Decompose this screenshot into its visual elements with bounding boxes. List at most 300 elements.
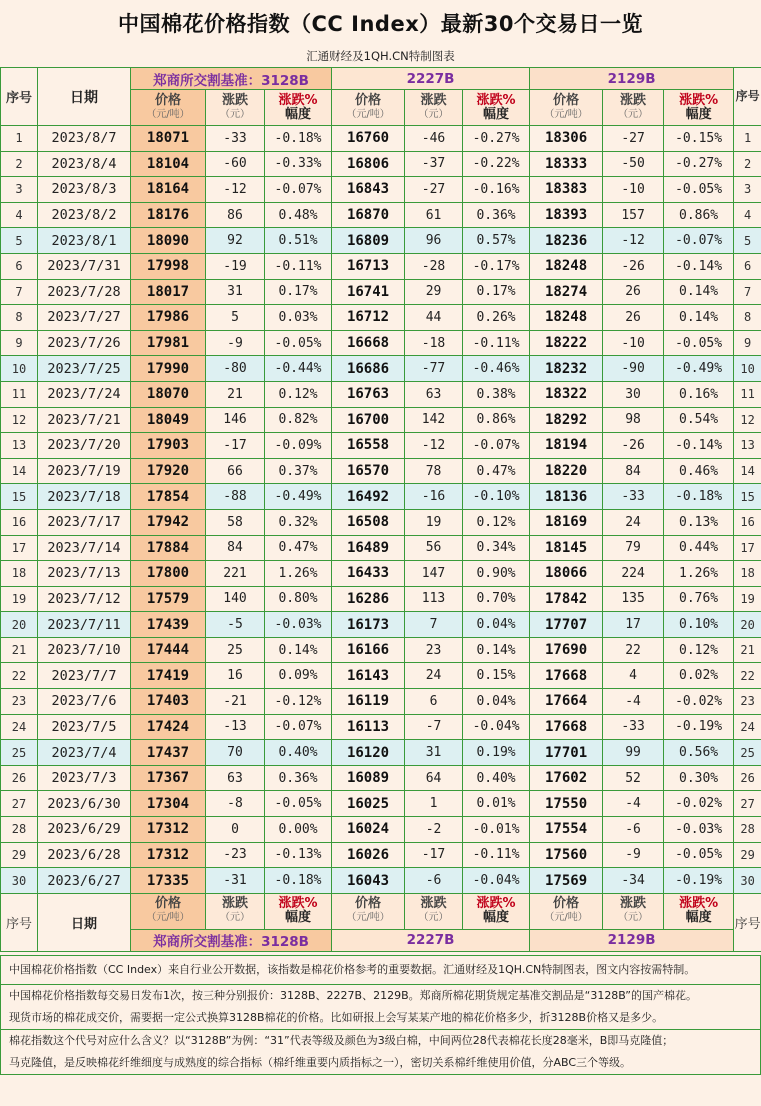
row-seq: 16 [1,509,38,535]
footer-change-label: 涨跌 [420,896,447,912]
row-seq-right: 14 [734,458,761,484]
change-3128b: 146 [206,407,265,433]
pct-2129b: -0.05% [664,842,734,868]
table-row [1,151,761,177]
change-3128b: 221 [206,561,265,587]
change-2227b: 31 [405,740,463,766]
change-2227b: -17 [405,842,463,868]
change-2227b: 19 [405,509,463,535]
price-2227b: 16809 [332,228,405,254]
price-2129b: 17668 [530,663,603,689]
change-2227b: -12 [405,433,463,459]
table-row [1,433,761,459]
row-date: 2023/7/13 [38,561,131,587]
note-block [0,985,761,1030]
change-2129b: 98 [603,407,664,433]
price-3128b: 17942 [131,509,206,535]
pct-2129b: 0.76% [664,586,734,612]
change-2227b: 63 [405,381,463,407]
row-date: 2023/7/19 [38,458,131,484]
footer-price-2 [332,893,405,929]
price-2129b: 18169 [530,509,603,535]
change-2227b: -27 [405,177,463,203]
pct-2227b: -0.04% [463,868,530,894]
footer-price-label: 价格 [154,896,181,912]
row-seq: 27 [1,791,38,817]
price-3128b: 17800 [131,561,206,587]
pct-3128b: -0.05% [265,330,332,356]
table-row [1,279,761,305]
header-pct-2 [463,90,530,126]
price-3128b: 18049 [131,407,206,433]
change-2129b: -90 [603,356,664,382]
change-2129b: 84 [603,458,664,484]
header-row-groups [1,68,761,90]
note-line: 中国棉花价格指数（CC Index）来自行业公开数据，该指数是棉花价格参考的重要数据。汇通财经及1QH.CN特制图表，图文内容按需特制。 [9,963,696,976]
change-2129b: -9 [603,842,664,868]
price-3128b: 17444 [131,637,206,663]
table-row [1,842,761,868]
price-2129b: 18292 [530,407,603,433]
change-3128b: -12 [206,177,265,203]
row-seq: 9 [1,330,38,356]
row-seq: 12 [1,407,38,433]
pct-3128b: 0.09% [265,663,332,689]
note-block [0,1030,761,1075]
header-pct-label: 涨跌% [476,92,516,108]
row-seq: 13 [1,433,38,459]
footer-change-unit: （元） [618,912,649,924]
header-date: 日期 [38,68,131,126]
header-change-unit: （元） [220,108,250,120]
header-pct-label: 涨跌% [679,92,719,108]
row-seq-right: 1 [734,126,761,152]
pct-3128b: 0.36% [265,765,332,791]
price-3128b: 18104 [131,151,206,177]
change-2227b: 6 [405,689,463,715]
row-seq-right: 8 [734,305,761,331]
price-2227b: 16120 [332,740,405,766]
row-seq: 19 [1,586,38,612]
row-seq-right: 15 [734,484,761,510]
price-2227b: 16713 [332,253,405,279]
pct-2227b: -0.11% [463,330,530,356]
price-3128b: 17998 [131,253,206,279]
header-price-label: 价格 [154,92,181,108]
change-3128b: -8 [206,791,265,817]
pct-2129b: -0.49% [664,356,734,382]
price-2129b: 17560 [530,842,603,868]
change-2227b: 29 [405,279,463,305]
row-seq: 11 [1,381,38,407]
pct-3128b: -0.03% [265,612,332,638]
change-2227b: -28 [405,253,463,279]
change-3128b: 0 [206,817,265,843]
pct-2227b: 0.70% [463,586,530,612]
change-3128b: 58 [206,509,265,535]
header-pct-label: 涨跌% [278,92,318,108]
footer-seq-right: 序号 [734,893,761,951]
pct-2129b: -0.03% [664,817,734,843]
change-2227b: -7 [405,714,463,740]
change-3128b: 92 [206,228,265,254]
row-seq-right: 6 [734,253,761,279]
price-3128b: 17403 [131,689,206,715]
pct-3128b: -0.12% [265,689,332,715]
change-3128b: 63 [206,765,265,791]
pct-2227b: 0.12% [463,509,530,535]
header-change-1 [206,90,265,126]
row-seq: 18 [1,561,38,587]
pct-2227b: 0.86% [463,407,530,433]
pct-2129b: 0.86% [664,202,734,228]
change-2227b: 96 [405,228,463,254]
footer-change-unit: （元） [418,912,449,924]
header-change-unit: （元） [618,108,649,120]
pct-2129b: -0.14% [664,253,734,279]
price-2129b: 17550 [530,791,603,817]
change-3128b: -23 [206,842,265,868]
table-row [1,791,761,817]
footer-pct-2 [463,893,530,929]
pct-3128b: 0.82% [265,407,332,433]
change-2129b: 26 [603,279,664,305]
row-date: 2023/6/27 [38,868,131,894]
footer-pct-label: 涨跌% [278,896,318,912]
pct-3128b: -0.05% [265,791,332,817]
header-pct-3 [664,90,734,126]
price-2227b: 16025 [332,791,405,817]
change-2129b: 224 [603,561,664,587]
price-2129b: 18222 [530,330,603,356]
row-seq-right: 21 [734,637,761,663]
change-2129b: 30 [603,381,664,407]
price-2129b: 18383 [530,177,603,203]
row-seq-right: 3 [734,177,761,203]
header-group-3128b: 郑商所交割基准：3128B [131,68,332,90]
price-2227b: 16760 [332,126,405,152]
row-seq: 7 [1,279,38,305]
pct-2227b: -0.27% [463,126,530,152]
price-3128b: 17439 [131,612,206,638]
row-seq-right: 16 [734,509,761,535]
change-2129b: -26 [603,433,664,459]
change-2129b: -27 [603,126,664,152]
change-3128b: -88 [206,484,265,510]
footer-pct-label: 涨跌% [679,896,719,912]
row-seq-right: 9 [734,330,761,356]
footer-pct-unit: 幅度 [685,910,712,926]
row-seq-right: 22 [734,663,761,689]
row-seq: 30 [1,868,38,894]
change-2129b: -33 [603,714,664,740]
price-2129b: 17569 [530,868,603,894]
price-2227b: 16870 [332,202,405,228]
change-3128b: 5 [206,305,265,331]
row-date: 2023/6/28 [38,842,131,868]
price-3128b: 17990 [131,356,206,382]
row-seq-right: 4 [734,202,761,228]
table-row [1,663,761,689]
row-seq: 14 [1,458,38,484]
table-row [1,484,761,510]
pct-2227b: -0.16% [463,177,530,203]
price-3128b: 17304 [131,791,206,817]
row-seq: 6 [1,253,38,279]
row-seq-right: 13 [734,433,761,459]
price-2227b: 16686 [332,356,405,382]
row-date: 2023/6/29 [38,817,131,843]
price-2227b: 16843 [332,177,405,203]
price-3128b: 17419 [131,663,206,689]
price-2129b: 17707 [530,612,603,638]
pct-2227b: -0.10% [463,484,530,510]
pct-3128b: 1.26% [265,561,332,587]
row-date: 2023/7/24 [38,381,131,407]
change-2129b: -4 [603,689,664,715]
pct-2227b: -0.11% [463,842,530,868]
pct-2129b: 0.56% [664,740,734,766]
change-2129b: 135 [603,586,664,612]
pct-3128b: 0.51% [265,228,332,254]
change-3128b: -19 [206,253,265,279]
header-change-label: 涨跌 [420,92,447,108]
price-2129b: 18333 [530,151,603,177]
table-row [1,689,761,715]
change-2129b: 26 [603,305,664,331]
price-2227b: 16286 [332,586,405,612]
row-seq-right: 2 [734,151,761,177]
price-3128b: 17986 [131,305,206,331]
pct-3128b: 0.80% [265,586,332,612]
header-pct-unit: 幅度 [483,106,510,122]
table-row [1,228,761,254]
pct-2129b: -0.19% [664,868,734,894]
price-2129b: 18248 [530,305,603,331]
change-2227b: 56 [405,535,463,561]
pct-3128b: 0.40% [265,740,332,766]
price-2227b: 16143 [332,663,405,689]
price-2129b: 17554 [530,817,603,843]
pct-2129b: -0.14% [664,433,734,459]
table-row [1,765,761,791]
price-2227b: 16492 [332,484,405,510]
pct-3128b: -0.11% [265,253,332,279]
price-3128b: 18017 [131,279,206,305]
row-date: 2023/7/20 [38,433,131,459]
pct-3128b: 0.17% [265,279,332,305]
price-2227b: 16024 [332,817,405,843]
table-row [1,253,761,279]
change-2227b: -37 [405,151,463,177]
change-2129b: 157 [603,202,664,228]
pct-2129b: 0.02% [664,663,734,689]
price-2129b: 17690 [530,637,603,663]
pct-2129b: 0.10% [664,612,734,638]
row-seq-right: 28 [734,817,761,843]
pct-2129b: 0.14% [664,305,734,331]
pct-3128b: -0.13% [265,842,332,868]
header-seq-right-label: 序号 [735,89,760,103]
change-2227b: 142 [405,407,463,433]
pct-2227b: 0.15% [463,663,530,689]
price-2227b: 16433 [332,561,405,587]
price-2129b: 18248 [530,253,603,279]
footer-group-2: 2227B [332,929,530,951]
change-2129b: -34 [603,868,664,894]
pct-2227b: 0.90% [463,561,530,587]
pct-2227b: 0.19% [463,740,530,766]
row-seq: 1 [1,126,38,152]
price-2129b: 18136 [530,484,603,510]
change-3128b: 31 [206,279,265,305]
price-3128b: 17854 [131,484,206,510]
pct-3128b: 0.14% [265,637,332,663]
header-change-label: 涨跌 [620,92,647,108]
change-2227b: -16 [405,484,463,510]
row-date: 2023/7/11 [38,612,131,638]
price-3128b: 17424 [131,714,206,740]
change-2129b: -10 [603,330,664,356]
header-pct-unit: 幅度 [285,106,312,122]
pct-2129b: -0.05% [664,177,734,203]
pct-2227b: -0.46% [463,356,530,382]
pct-2227b: -0.04% [463,714,530,740]
row-seq-right: 26 [734,765,761,791]
row-date: 2023/7/3 [38,765,131,791]
notes [0,955,761,1075]
footer-seq: 序号 [1,893,38,951]
note-block [0,955,761,985]
change-3128b: -33 [206,126,265,152]
pct-3128b: 0.47% [265,535,332,561]
row-date: 2023/7/21 [38,407,131,433]
pct-2129b: -0.18% [664,484,734,510]
price-3128b: 17312 [131,817,206,843]
row-seq: 29 [1,842,38,868]
change-3128b: -60 [206,151,265,177]
change-2227b: 7 [405,612,463,638]
table-row [1,740,761,766]
pct-3128b: -0.09% [265,433,332,459]
pct-2227b: 0.57% [463,228,530,254]
price-2129b: 17842 [530,586,603,612]
row-date: 2023/8/7 [38,126,131,152]
header-pct-unit: 幅度 [685,106,712,122]
price-2129b: 17664 [530,689,603,715]
change-2129b: 4 [603,663,664,689]
price-2129b: 18274 [530,279,603,305]
row-seq: 20 [1,612,38,638]
table-row [1,305,761,331]
pct-2129b: 0.12% [664,637,734,663]
price-2129b: 18322 [530,381,603,407]
pct-2129b: 0.54% [664,407,734,433]
table-row [1,458,761,484]
price-2129b: 18066 [530,561,603,587]
pct-2227b: 0.04% [463,612,530,638]
note-line: 现货市场的棉花成交价，需要据一定公式换算3128B棉花的价格。比如研报上会写某某产地的棉花价格多少，折3128B价格又是多少。 [9,1011,664,1024]
price-2227b: 16570 [332,458,405,484]
pct-2129b: 1.26% [664,561,734,587]
table-row [1,868,761,894]
row-seq: 26 [1,765,38,791]
change-2129b: -10 [603,177,664,203]
row-date: 2023/7/4 [38,740,131,766]
change-3128b: 86 [206,202,265,228]
pct-3128b: 0.32% [265,509,332,535]
change-2227b: 1 [405,791,463,817]
price-2227b: 16119 [332,689,405,715]
header-group-2227b: 2227B [332,68,530,90]
note-line: 棉花指数这个代号对应什么含义？以“3128B”为例：“31”代表等级及颜色为3级白棉，中间两位28代表棉花长度28毫米，B即马克隆值； [9,1034,674,1047]
footer-pct-unit: 幅度 [285,910,312,926]
pct-3128b: -0.07% [265,714,332,740]
header-price-unit: （元/吨） [544,108,588,120]
table-row [1,817,761,843]
change-3128b: -80 [206,356,265,382]
header-group-2129b: 2129B [530,68,734,90]
change-2227b: 24 [405,663,463,689]
row-date: 2023/8/2 [38,202,131,228]
price-2227b: 16508 [332,509,405,535]
price-2227b: 16173 [332,612,405,638]
pct-2227b: 0.34% [463,535,530,561]
row-seq-right: 24 [734,714,761,740]
header-price-3 [530,90,603,126]
header-change-label: 涨跌 [221,92,248,108]
row-seq: 2 [1,151,38,177]
price-3128b: 17579 [131,586,206,612]
table-row [1,637,761,663]
footer-date: 日期 [38,893,131,951]
pct-2227b: -0.22% [463,151,530,177]
change-2227b: -46 [405,126,463,152]
pct-2129b: 0.16% [664,381,734,407]
row-date: 2023/7/6 [38,689,131,715]
pct-3128b: 0.00% [265,817,332,843]
row-seq-right: 17 [734,535,761,561]
pct-2129b: 0.30% [664,765,734,791]
price-3128b: 17367 [131,765,206,791]
price-2227b: 16489 [332,535,405,561]
change-2129b: 17 [603,612,664,638]
footer-pct-unit: 幅度 [483,910,510,926]
row-seq: 10 [1,356,38,382]
pct-2227b: 0.01% [463,791,530,817]
row-seq: 5 [1,228,38,254]
row-seq-right: 27 [734,791,761,817]
pct-3128b: -0.44% [265,356,332,382]
header-seq-right [734,68,761,126]
change-2129b: 24 [603,509,664,535]
price-2129b: 18393 [530,202,603,228]
footer-change-3 [603,893,664,929]
change-2227b: 113 [405,586,463,612]
row-date: 2023/7/12 [38,586,131,612]
change-2227b: -2 [405,817,463,843]
row-seq-right: 23 [734,689,761,715]
change-2227b: 78 [405,458,463,484]
price-2129b: 18220 [530,458,603,484]
header-pct-1 [265,90,332,126]
row-seq: 4 [1,202,38,228]
footer-price-label: 价格 [355,896,382,912]
footer-group-1: 郑商所交割基准：3128B [131,929,332,951]
price-2227b: 16741 [332,279,405,305]
row-date: 2023/7/28 [38,279,131,305]
price-2227b: 16166 [332,637,405,663]
